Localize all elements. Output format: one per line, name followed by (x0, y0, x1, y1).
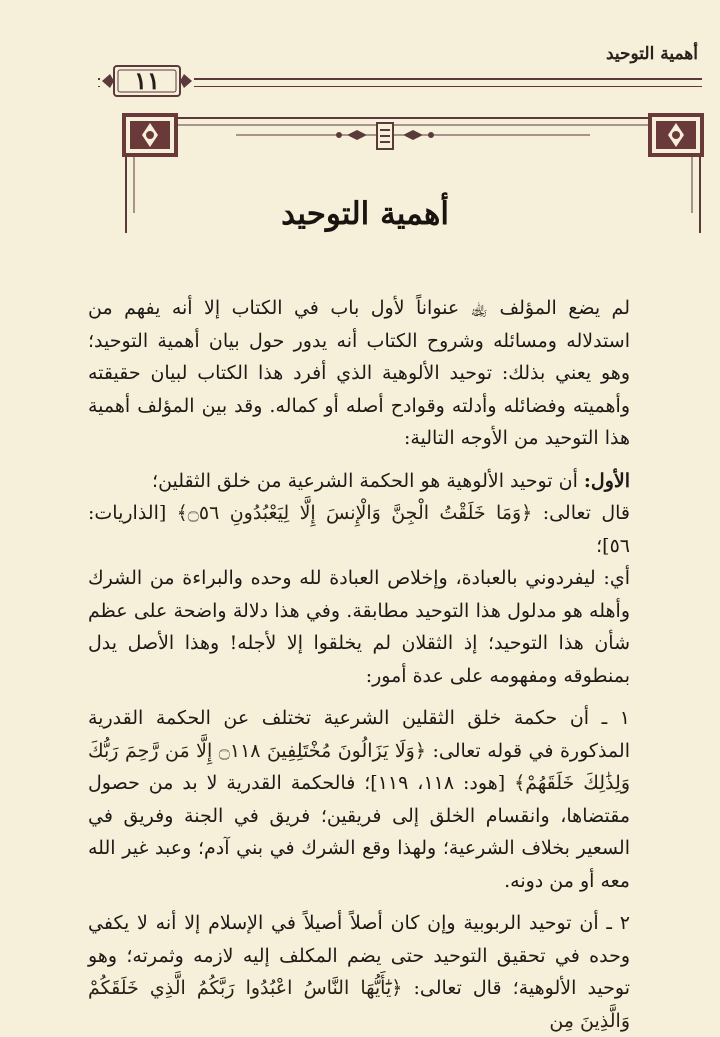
paragraph-intro: لم يضع المؤلف ﵀ عنواناً لأول باب في الكتاب إلا أنه يفهم من استدلاله ومسائله وشروح الكتاب أنه يدور حول بيان أهمية التوحيد؛ وهو يعني بذلك: توحيد الألوهية الذي أفرد هذا الكتاب لبيان حقيقته وأهميته وفضائله وأدلته وقوادح أصله أو كماله. وقد بين المؤلف أهمية هذا التوحيد من الأوجه التالية: (88, 297, 630, 449)
body-text (88, 292, 630, 1037)
quran-verse-baqarah: ﴿يَٰٓأَيُّهَا النَّاسُ اعْبُدُوا رَبَّكُمُ الَّذِي خَلَقَكُمْ وَالَّذِينَ مِن (88, 977, 630, 1032)
item-2-intro: ٢ ـ أن توحيد الربوبية وإن كان أصلاً أصيلاً في الإسلام إلا أنه لا يكفي وحده في تحقيق التوحيد حتى يضم المكلف إليه لازمه وثمرته؛ وهو توحيد الألوهية؛ قال تعالى: (88, 912, 631, 999)
point-text: أن توحيد الألوهية هو الحكمة الشرعية من خلق الثقلين؛ (152, 469, 584, 492)
chapter-title: أهمية التوحيد (281, 196, 449, 232)
verse-intro: قال تعالى: (532, 502, 630, 524)
item-1-rest: [هود: ١١٨، ١١٩]؛ فالحكمة القدرية لا بد من حصول مقتضاها، وانقسام الخلق إلى فريقين؛ فريق في الجنة وفريق في السعير بخلاف الشرعية؛ ولهذا وقع الشرك في بني آدم؛ وعبد غير الله معه أو من دونه. (88, 772, 630, 892)
page-number: ١١ (134, 66, 160, 95)
paragraph-item-2 (88, 907, 630, 1037)
point-lead: الأول: (583, 469, 630, 492)
paragraph-verse-56 (88, 497, 630, 562)
quran-verse: ﴿وَمَا خَلَقْتُ الْجِنَّ وَالْإِنسَ إِلَّا لِيَعْبُدُونِ ۝٥٦﴾ (176, 502, 533, 524)
page-number-badge (100, 64, 194, 98)
quran-verse-hud: ﴿وَلَا يَزَالُونَ مُخْتَلِفِينَ ۝١١٨ إِلَّا مَن رَّحِمَ رَبُّكَ وَلِذَٰلِكَ خَلَقَهُمْ﴾ (88, 739, 630, 794)
paragraph-first-point (88, 465, 630, 498)
running-title: أهمية التوحيد (605, 44, 698, 64)
paragraph-explanation: أي: ليفردوني بالعبادة، وإخلاص العبادة لله وحده والبراءة من الشرك وأهله هو مدلول هذا التوحيد مطابقة. وفي هذا دلالة واضحة على عظم شأن هذا التوحيد؛ إذ الثقلان لم يخلقوا إلا لأجله! وهذا الأصل يدل بمنطوقه ومفهومه على عدة أمور: (88, 567, 630, 687)
verse-reference: [الذاريات: ٥٦]؛ (88, 502, 630, 557)
item-1-intro: ١ ـ أن حكمة خلق الثقلين الشرعية تختلف عن الحكمة القدرية المذكورة في قوله تعالى: (88, 707, 630, 762)
paragraph-item-1 (88, 702, 630, 897)
